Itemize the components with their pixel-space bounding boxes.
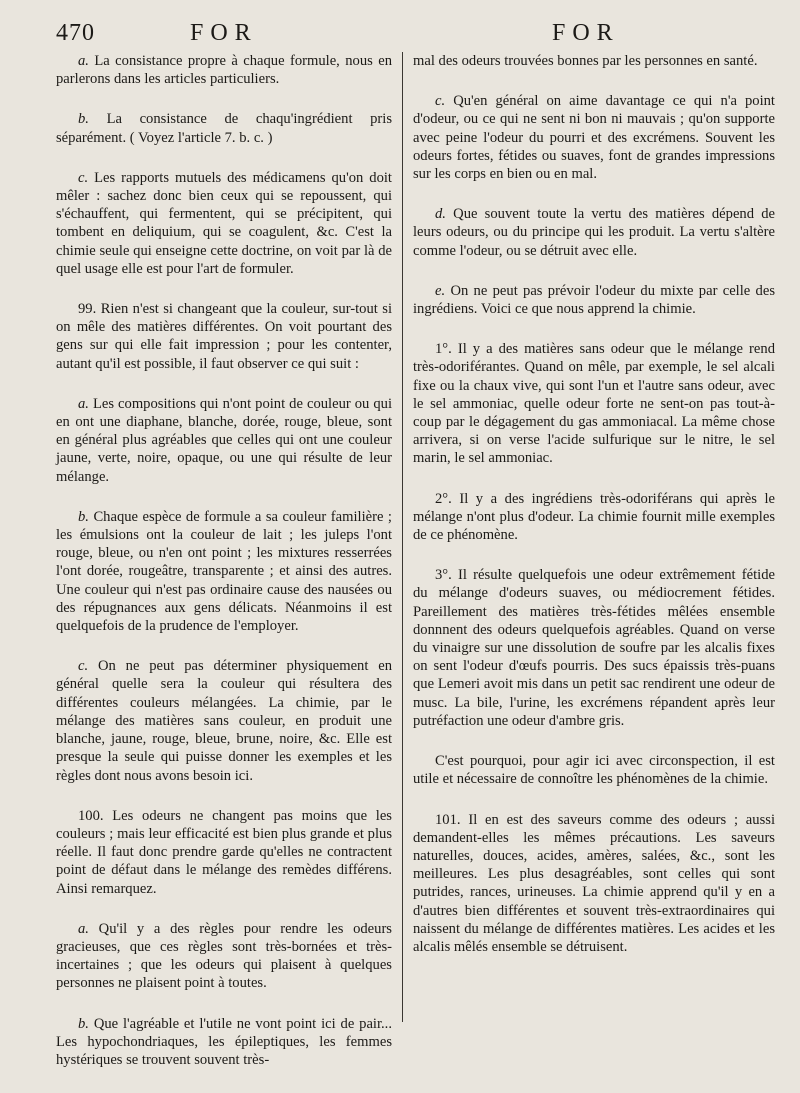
paragraph-text: Les rapports mutuels des médicamens qu'on doit mêler : sachez donc bien ceux qui se repoussent, qui s'échauffent, qui fermentent, qui se précipitent, qui tombent en deliquium, qui se coagulent, &c. C'est la chimie seule qui enseigne cette doctrine, on voit par là de quel usage elle est pour l'art de formuler.	[56, 169, 392, 277]
column-divider	[402, 52, 403, 1022]
paragraph	[413, 752, 775, 788]
paragraph-text: On ne peut pas déterminer physiquement en général quelle sera la couleur qui résultera des différentes couleurs mélangées. La chimie, par le mélange des matières sans couleur, en produit une blanche, jaune, rouge, bleue, brune, noire, &c. Elle est presque la seule qui puisse donner les exemples et les règles dont nous avons besoin ici.	[56, 658, 393, 784]
paragraph	[56, 169, 392, 278]
paragraph-text: Rien n'est si changeant que la couleur, sur-tout si on mêle des matières différentes. On voit pourtant des gens sur qui elle fait impression ; pour les contenter, autant qu'il est possible, il faut observer ce qui suit :	[56, 301, 392, 372]
running-title-right: FOR	[552, 20, 620, 46]
paragraph-label: d.	[435, 206, 446, 223]
paragraph-number: 99.	[78, 301, 97, 318]
paragraph	[56, 300, 392, 373]
paragraph-text: Chaque espèce de formule a sa couleur familière ; les émulsions ont la couleur de lait ; les juleps l'ont rouge, bleue, ou n'en ont point ; les mixtures resserrées l'ont dorée, rougeâtre, transparente ; et ainsi des autres. Une couleur qui n'est pas ordinaire cause des nausées ou des répugnances aux gens délicats. Néanmoins il est quelquefois de la prudence de l'employer.	[56, 508, 392, 635]
paragraph	[56, 920, 392, 993]
paragraph-text: Il résulte quelquefois une odeur extrêmement fétide du mélange d'odeurs suaves, ou médiocrement fétides. Pareillement des matières très-fétides mêlées ensemble donnnent des odeurs quelquefois agréables. Quand on verse du vinaigre sur une dissolution de soufre par les alcalis fixes on sent l'odeur d'œufs pourris. Des sucs épaissis très-puans que Lemeri avoit mis dans un petit sac rendirent une odeur de musc. La bile, l'urine, les excrémens répandent après leur putréfaction une odeur d'ambre gris.	[413, 567, 775, 729]
paragraph-label: a.	[78, 920, 89, 937]
paragraph-continued	[413, 52, 775, 70]
paragraph	[413, 282, 775, 318]
paragraph-text: Que l'agréable et l'utile ne vont point ici de pair... Les hypochondriaques, les épileptiques, les femmes hystériques se trouvent souvent très-	[56, 1015, 392, 1068]
paragraph	[56, 657, 392, 784]
paragraph	[413, 566, 775, 730]
paragraph-number: 3°.	[435, 567, 452, 584]
paragraph-text: La consistance de chaqu'ingrédient pris séparément. ( Voyez l'article 7. b. c. )	[56, 111, 393, 146]
paragraph-text: On ne peut pas prévoir l'odeur du mixte par celle des ingrédiens. Voici ce que nous apprend la chimie.	[413, 282, 776, 318]
paragraph	[56, 395, 392, 486]
paragraph-label: a.	[78, 53, 89, 69]
running-title-left: FOR	[190, 20, 258, 46]
paragraph	[56, 1015, 392, 1070]
right-column	[413, 52, 775, 1082]
paragraph	[413, 340, 775, 467]
paragraph	[56, 508, 392, 635]
paragraph-text: Les odeurs ne changent pas moins que les couleurs ; mais leur efficacité est bien plus grande et plus réelle. Il faut donc prendre garde qu'elles ne contractent point de défaut dans le mélange des remèdes différens. Ainsi remarquez.	[56, 807, 392, 897]
paragraph-text: mal des odeurs trouvées bonnes par les personnes en santé.	[413, 53, 758, 69]
running-head	[0, 14, 800, 54]
paragraph-text: Il en est des saveurs comme des odeurs ; aussi demandent-elles les mêmes précautions. Les saveurs naturelles, douces, acides, amères, salées, &c., sont les meilleures. Les plus desagréables, sont celles qui sont putrides, rances, urineuses. La chimie apprend qu'il y en a d'autres bien différentes et souvent très-extraordinaires qui naissent du mélange de différentes matières. Les acides et les alcalis mêlés ensemble se détruisent.	[413, 811, 775, 955]
paragraph-text: Il y a des ingrédiens très-odoriférans qui après le mélange n'ont plus d'odeur. La chimie fournit mille exemples de ce phénomène.	[413, 490, 775, 544]
paragraph-text: Les compositions qui n'ont point de couleur ou qui en ont une diaphane, blanche, dorée, rouge, bleue, sont en général plus agréables que celles qui ont une couleur jaune, verte, noire, opaque, ou une qui résulte de leur mélange.	[56, 395, 392, 485]
paragraph-text: Que souvent toute la vertu des matières dépend de leurs odeurs, ou du principe qui les produit. La vertu s'altère comme l'odeur, ou se détruit avec elle.	[413, 206, 775, 259]
paragraph-label: c.	[435, 93, 446, 110]
paragraph	[413, 205, 775, 260]
paragraph-label: c.	[78, 169, 89, 186]
paragraph	[413, 811, 775, 957]
paragraph-text: Qu'en général on aime davantage ce qui n'a point d'odeur, ou ce qui ne sent ni bon ni mauvais ; qu'on supporte avec peine l'odeur du pourri et des excrémens. Souvent les odeurs fortes, fétides ou suaves, font de grandes impressions sur les corps en bien ou en mal.	[413, 93, 775, 183]
paragraph-label: b.	[78, 508, 89, 525]
paragraph	[56, 807, 392, 898]
left-column	[56, 52, 392, 1082]
paragraph-text: Il y a des matières sans odeur que le mélange rend très-odoriférantes. Quand on mêle, par exemple, le sel alcali fixe ou la chaux vive, qui sont l'un et l'autre sans odeur, avec le sel ammoniac, quelle odeur forte ne sent-on pas tout-à-coup par le dégagement du gas ammoniacal. La même chose arrivera, si on verse l'acide sulfurique sur le nitre, le sel marin, le sel ammoniac.	[413, 341, 775, 467]
paragraph-text: C'est pourquoi, pour agir ici avec circonspection, il est utile et nécessaire de connoître les phénomènes de la chimie.	[413, 753, 775, 788]
paragraph-label: a.	[78, 395, 89, 412]
paragraph-text: Qu'il y a des règles pour rendre les odeurs gracieuses, que ces règles sont très-bornées et très-incertaines ; que les odeurs qui plaisent à quelques personnes ne plaisent point à toutes.	[56, 920, 392, 992]
paragraph-label: c.	[78, 658, 89, 675]
paragraph-number: 1°.	[435, 341, 452, 358]
paragraph-number: 100.	[78, 807, 104, 824]
paragraph-label: b.	[78, 1015, 89, 1032]
paragraph-number: 2°.	[435, 490, 452, 507]
paragraph-number: 101.	[435, 811, 461, 828]
paragraph-text: La consistance propre à chaque formule, nous en parlerons dans les articles particuliers.	[56, 53, 392, 88]
paragraph	[56, 110, 392, 146]
paragraph	[413, 490, 775, 545]
paragraph	[413, 92, 775, 183]
paragraph-label: b.	[78, 111, 89, 128]
paragraph	[56, 52, 392, 88]
page-number: 470	[56, 20, 95, 46]
paragraph-label: e.	[435, 282, 446, 299]
